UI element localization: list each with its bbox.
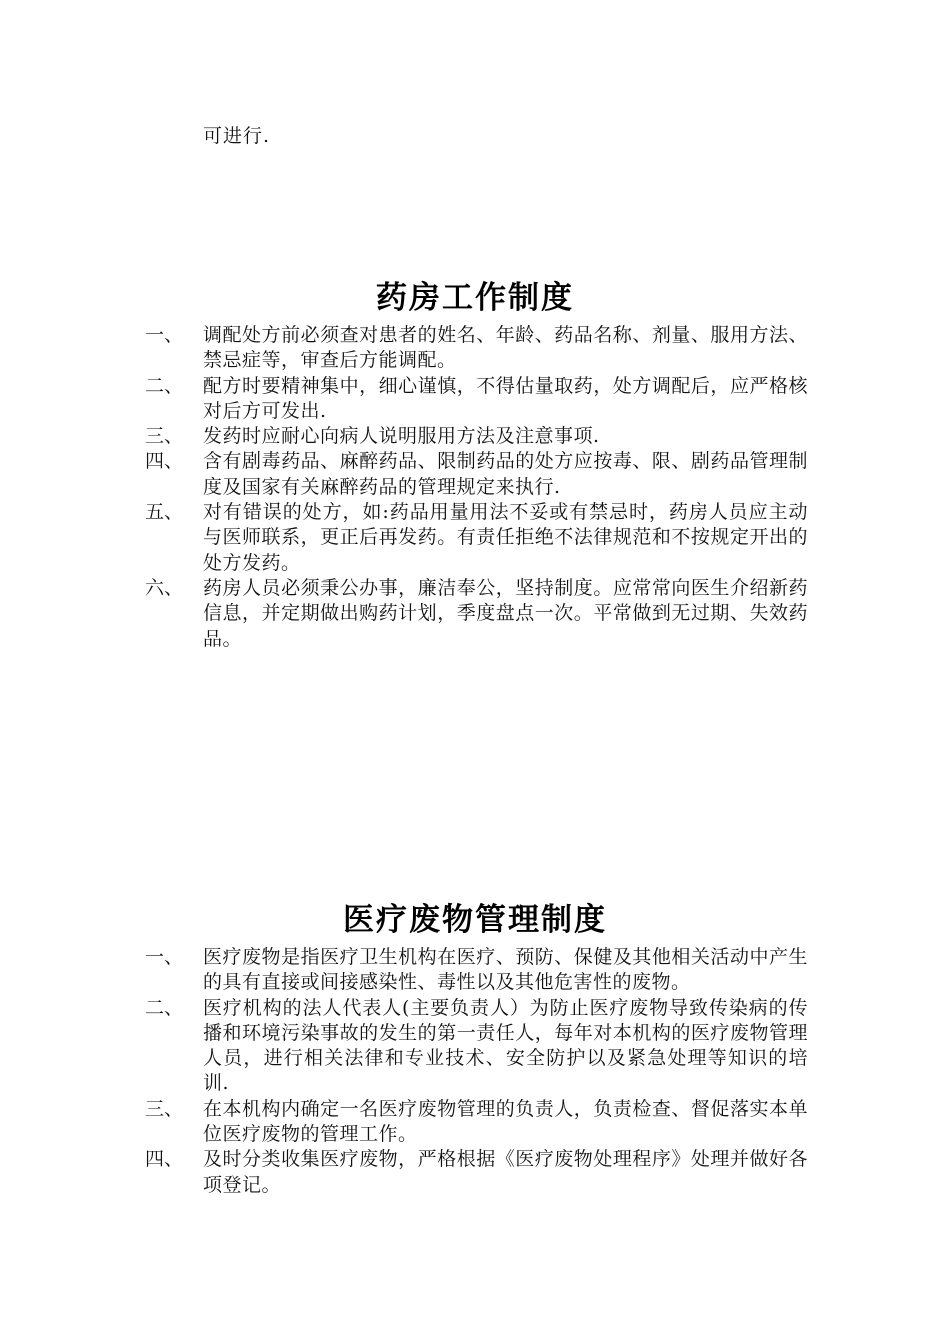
list-item [145, 1097, 808, 1148]
item-text: 药房人员必须秉公办事，廉洁奉公，坚持制度。应常常向医生介绍新药信息，并定期做出购药计划，季度盘点一次。平常做到无过期、失效药品。 [203, 576, 808, 650]
item-number: 六、 [145, 576, 184, 599]
section-title-pharmacy: 药房工作制度 [376, 280, 574, 316]
item-text: 对有错误的处方，如:药品用量用法不妥或有禁忌时，药房人员应主动与医师联系，更正后再发药。有责任拒绝不法律规范和不按规定开出的处方发药。 [203, 501, 808, 574]
item-number: 四、 [145, 450, 184, 473]
continuation-text: 可进行. [203, 125, 271, 147]
item-number: 一、 [145, 946, 184, 968]
item-text: 医疗废物是指医疗卫生机构在医疗、预防、保健及其他相关活动中产生的具有直接或间接感染性、毒性以及其他危害性的废物。 [203, 946, 808, 994]
item-text: 发药时应耐心向病人说明服用方法及注意事项. [203, 425, 600, 448]
item-number: 二、 [145, 374, 184, 397]
list-item [145, 500, 808, 576]
item-number: 四、 [145, 1148, 184, 1171]
pharmacy-rules-list [145, 323, 808, 652]
item-text: 调配处方前必须查对患者的姓名、年龄、药品名称、剂量、服用方法、禁忌症等，审查后方能调配。 [203, 324, 808, 372]
list-item [145, 1147, 808, 1198]
list-item [145, 424, 808, 449]
list-item [145, 374, 808, 425]
list-item [145, 576, 808, 652]
item-text: 配方时要精神集中，细心谨慎，不得估量取药，处方调配后，应严格核对后方可发出. [203, 374, 808, 422]
item-text: 含有剧毒药品、麻醉药品、限制药品的处方应按毒、限、剧药品管理制度及国家有关麻醉药品的管理规定来执行. [203, 450, 808, 498]
list-item [145, 323, 808, 374]
item-number: 五、 [145, 501, 184, 524]
item-text: 在本机构内确定一名医疗废物管理的负责人，负责检查、督促落实本单位医疗废物的管理工作。 [203, 1097, 808, 1146]
list-item [145, 945, 808, 996]
item-number: 二、 [145, 996, 184, 1019]
section-title-medical-waste: 医疗废物管理制度 [343, 902, 607, 938]
item-number: 三、 [145, 1097, 184, 1120]
item-number: 一、 [145, 324, 184, 346]
item-text: 及时分类收集医疗废物，严格根据《医疗废物处理程序》处理并做好各项登记。 [203, 1148, 808, 1196]
item-number: 三、 [145, 425, 184, 448]
list-item [145, 996, 808, 1097]
item-text: 医疗机构的法人代表人(主要负责人）为防止医疗废物导致传染病的传播和环境污染事故的发生的第一责任人，每年对本机构的医疗废物管理人员，进行相关法律和专业技术、安全防护以及紧急处理等知识的培训. [203, 996, 808, 1095]
list-item [145, 449, 808, 500]
medical-waste-rules-list [145, 945, 808, 1198]
